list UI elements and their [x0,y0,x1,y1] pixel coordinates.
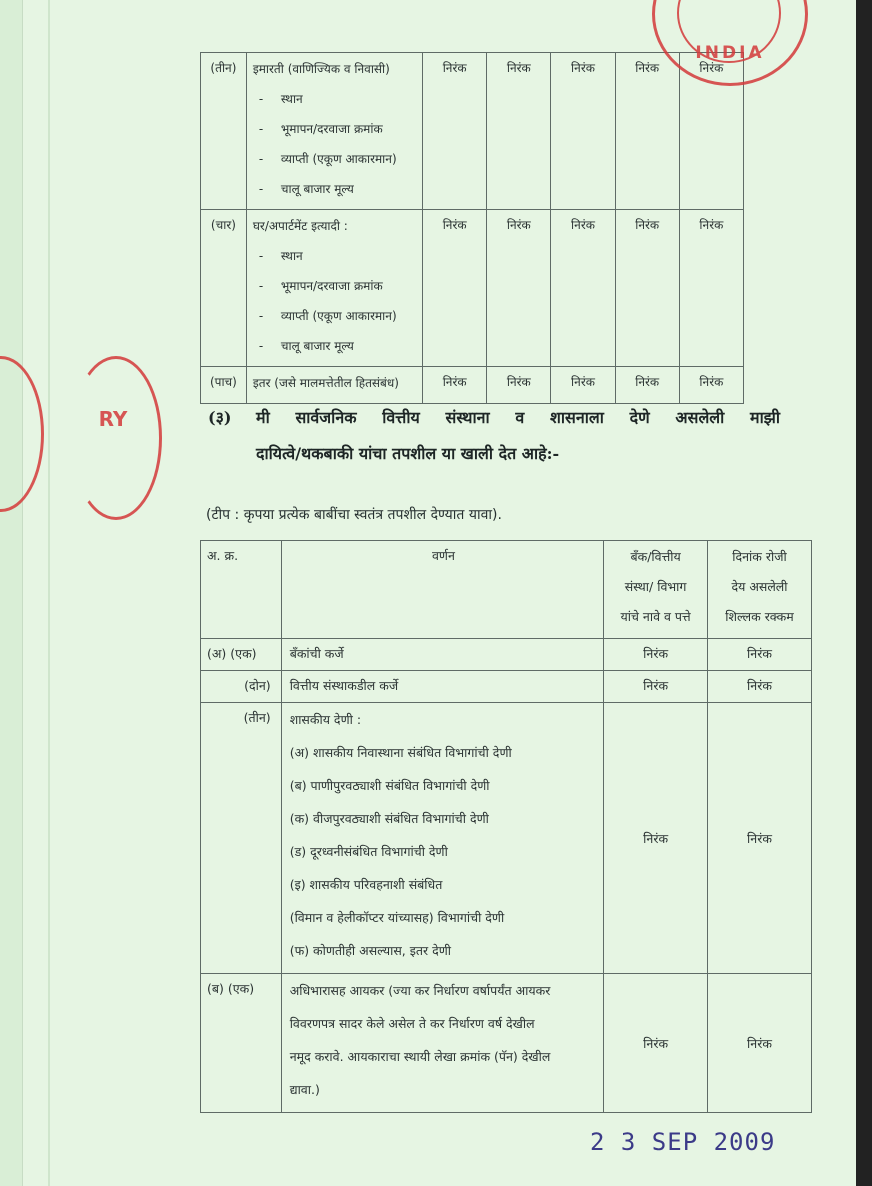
description-cell: वित्तीय संस्थाकडील कर्जे [281,671,604,703]
row-title: इमारती (वाणिज्यिक व निवासी) [252,62,390,76]
notary-seal-stamp [70,356,162,520]
table-row [201,639,812,671]
table-header-row [201,541,812,639]
sub-item: - स्थान [258,249,303,263]
table-row [201,671,812,703]
header-bank: बँक/वित्तीय संस्था/ विभाग यांचे नावे व पत्ते [604,541,708,639]
serial-cell: (पाच) [201,367,247,404]
value-cell: निरंक [423,367,487,404]
bank-cell: निरंक [604,639,708,671]
value-cell: निरंक [551,210,615,367]
serial-cell: (दोन) [201,671,282,703]
value-cell: निरंक [487,210,551,367]
property-table [200,52,744,404]
value-cell: निरंक [487,53,551,210]
notary-seal-stamp-partial [0,356,44,512]
description-cell: शासकीय देणी : (अ) शासकीय निवास्थाना संबंधित विभागांची देणी (ब) पाणीपुरवठ्याशी संबंधित विभागांची देणी (क) वीजपुरवठ्याशी संबंधित विभागांची देणी (ड) दूरध्वनीसंबंधित विभागांची देणी (इ) शासकीय परिवहनाशी संबंधित (विमान व हेलीकॉप्टर यांच्यासह) विभागांची देणी (फ) कोणतीही असल्यास, इतर देणी [281,703,604,974]
header-balance: दिनांक रोजी देय असलेली शिल्लक रक्कम [707,541,811,639]
sub-item: - चालू बाजार मूल्य [258,182,354,196]
table-row [201,974,812,1113]
scan-edge [856,0,872,1186]
description-cell: अधिभारासह आयकर (ज्या कर निर्धारण वर्षापर्यंत आयकर विवरणपत्र सादर केले असेल ते कर निर्धारण वर्ष देखील नमूद करावे. आयकाराचा स्थायी लेखा क्रमांक (पॅन) देखील द्यावा.) [281,974,604,1113]
sub-item: - व्याप्ती (एकूण आकारमान) [258,152,397,166]
balance-cell: निरंक [707,639,811,671]
table-row [201,703,812,974]
date-stamp: 2 3 SEP 2009 [590,1128,776,1156]
section-note: (टीप : कृपया प्रत्येक बाबींचा स्वतंत्र तपशील देण्यात यावा). [206,507,502,523]
sub-item: - भूमापन/दरवाजा क्रमांक [258,279,383,293]
description-cell [246,53,422,210]
balance-cell: निरंक [707,671,811,703]
table-row [201,53,744,210]
table-row [201,367,744,404]
value-cell: निरंक [487,367,551,404]
row-title: इतर (जसे मालमत्तेतील हितसंबंध) [252,376,399,390]
table-row [201,210,744,367]
sub-item: - व्याप्ती (एकूण आकारमान) [258,309,397,323]
liabilities-table [200,540,812,1113]
seal-text: INDIA [695,43,765,63]
value-cell: निरंक [423,53,487,210]
value-cell: निरंक [423,210,487,367]
balance-cell: निरंक [707,703,811,974]
serial-cell: (चार) [201,210,247,367]
value-cell: निरंक [679,210,743,367]
serial-cell: (ब) (एक) [201,974,282,1113]
section-heading-line: दायित्वे/थकबाकी यांचा तपशील या खाली देत आहे:- [256,444,560,463]
sub-item: - भूमापन/दरवाजा क्रमांक [258,122,383,136]
value-cell: निरंक [615,367,679,404]
value-cell: निरंक [551,53,615,210]
serial-cell: (तीन) [201,703,282,974]
balance-cell: निरंक [707,974,811,1113]
bank-cell: निरंक [604,974,708,1113]
bank-cell: निरंक [604,671,708,703]
bank-cell: निरंक [604,703,708,974]
page-binding [0,0,23,1186]
description-cell: बँकांची कर्जे [281,639,604,671]
serial-cell: (तीन) [201,53,247,210]
value-cell: निरंक [679,53,743,210]
section-heading-line: मी सार्वजनिक वित्तीय संस्थाना व शासनाला देणे असलेली माझी [256,408,780,427]
row-title: घर/अपार्टमेंट इत्यादी : [252,219,348,233]
header-description: वर्णन [281,541,604,639]
sub-item: - चालू बाजार मूल्य [258,339,354,353]
sub-item: - स्थान [258,92,303,106]
serial-cell: (अ) (एक) [201,639,282,671]
value-cell: निरंक [551,367,615,404]
seal-text: RY [98,407,128,431]
section-number: (३) [208,408,232,427]
page-fold [48,0,50,1186]
value-cell: निरंक [615,210,679,367]
value-cell: निरंक [615,53,679,210]
description-cell [246,367,422,404]
value-cell: निरंक [679,367,743,404]
header-serial: अ. क्र. [201,541,282,639]
description-cell [246,210,422,367]
